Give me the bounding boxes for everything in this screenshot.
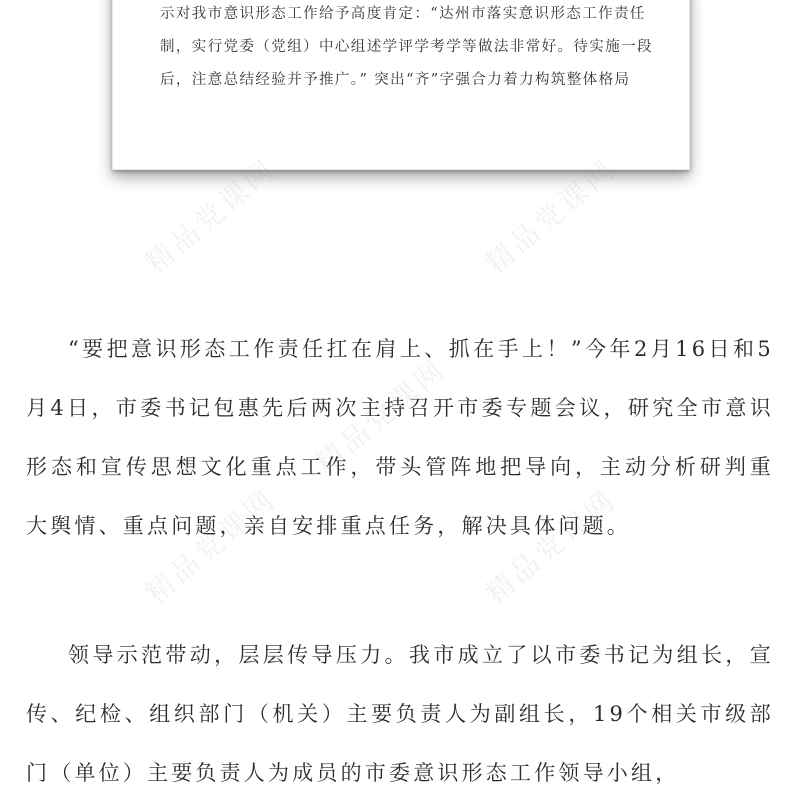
watermark: 精品党课网 (139, 152, 283, 281)
watermark: 精品党课网 (139, 482, 283, 611)
watermark: 精品党课网 (309, 352, 453, 481)
article-paragraph-2: 领导示范带动，层层传导压力。我市成立了以市委书记为组长，宣传、纪检、组织部门（机关）主要负责人为副组长，19个相关市级部门（单位）主要负责人为成员的市委意识形态工作领导小组， (26, 643, 774, 785)
watermark: 精品党课网 (479, 152, 623, 281)
article-paragraph-1: “要把意识形态工作责任扛在肩上、抓在手上！”今年2月16日和5月4日，市委书记包惠先后两次主持召开市委专题会议，研究全市意识形态和宣传思想文化重点工作，带头管阵地把导向，主动分析研判重大舆情、重点问题，亲自安排重点任务，解决具体问题。 (26, 337, 774, 538)
watermark: 精品党课网 (479, 482, 623, 611)
card-text: 示对我市意识形态工作给予高度肯定：“达州市落实意识形态工作责任制，实行党委（党组）中心组述学评学考学等做法非常好。待实施一段后，注意总结经验并予推广。” 突出“齐”字强合力着力构筑整体格局 (160, 6, 653, 88)
